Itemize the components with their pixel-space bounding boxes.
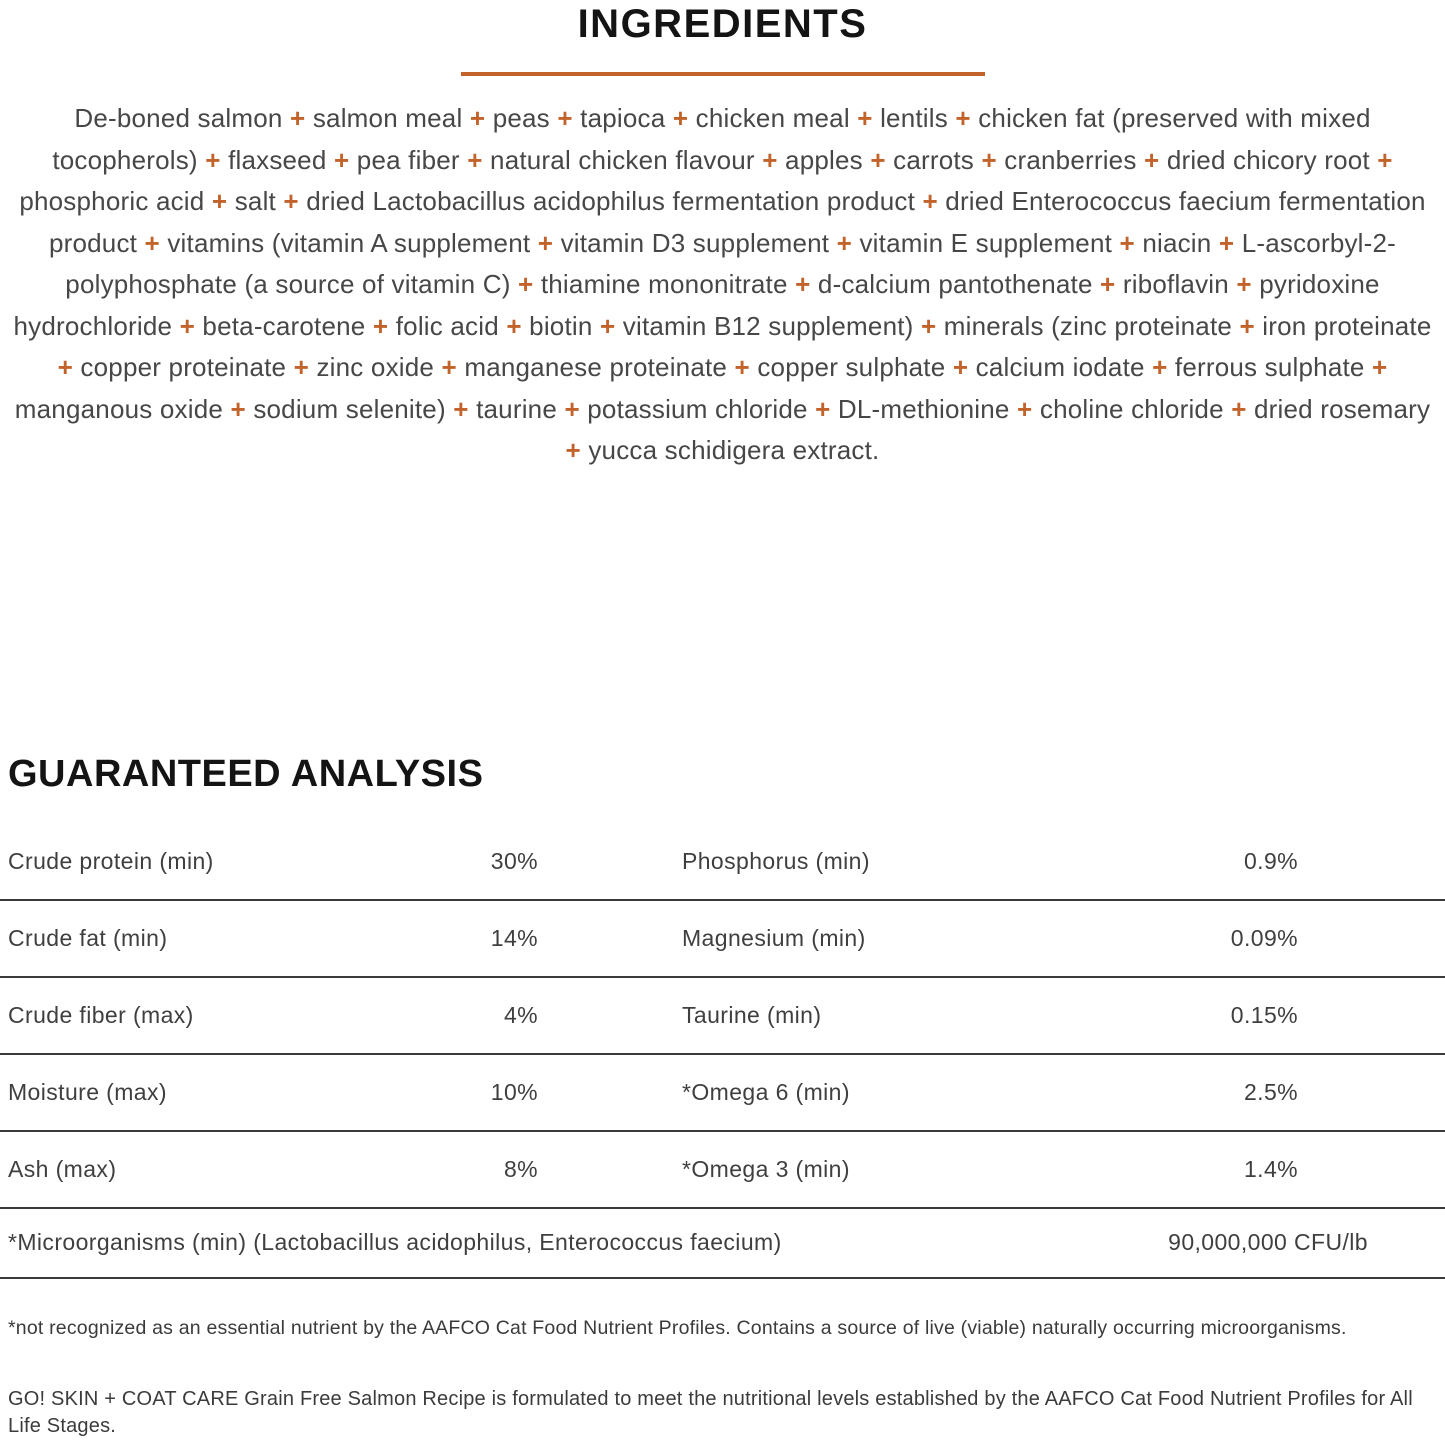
ingredient-item: phosphoric acid <box>19 186 205 216</box>
microorganisms-label: *Microorganisms (min) (Lactobacillus acidophilus, Enterococcus faecium) <box>8 1229 782 1255</box>
plus-separator-icon: + <box>1152 352 1168 382</box>
ingredient-item: tapioca <box>580 103 666 133</box>
ingredient-item: chicken fat (preserved with mixed tocopherols) <box>52 103 1371 175</box>
formulation-footnote: GO! SKIN + COAT CARE Grain Free Salmon Recipe is formulated to meet the nutritional levels established by the AAFCO Cat Food Nutrient Profiles for All Life Stages. <box>8 1387 1413 1437</box>
ingredient-item: dried rosemary <box>1254 393 1431 424</box>
ingredient-item: dried chicory root <box>1166 144 1370 175</box>
nutrient-value: 4% <box>503 1001 538 1028</box>
ingredient-item: salt <box>234 186 276 216</box>
ingredient-item: dried Enterococcus faecium fermentation product <box>48 186 1426 258</box>
plus-separator-icon: + <box>1231 393 1247 424</box>
plus-separator-icon: + <box>1017 393 1033 424</box>
ingredient-item: zinc oxide <box>316 352 435 382</box>
plus-separator-icon: + <box>205 144 221 175</box>
microorganisms-value: 90,000,000 CFU/lb <box>1168 1229 1368 1255</box>
plus-separator-icon: + <box>795 269 811 299</box>
analysis-row <box>0 978 1445 1055</box>
ingredient-item: manganous oxide <box>14 393 224 424</box>
ingredient-item: cranberries <box>1004 144 1137 175</box>
plus-separator-icon: + <box>870 144 886 175</box>
analysis-row <box>0 901 1445 978</box>
ingredient-item: lentils <box>880 103 948 133</box>
ingredient-item: dried Lactobacillus acidophilus fermentation product <box>306 186 916 216</box>
ingredient-item: ferrous sulphate <box>1174 352 1365 382</box>
plus-separator-icon: + <box>599 310 616 341</box>
plus-separator-icon: + <box>734 352 750 382</box>
plus-separator-icon: + <box>1143 144 1160 175</box>
ingredient-item: vitamin D3 supplement <box>560 227 830 258</box>
nutrient-label: Crude fiber (max) <box>8 1001 194 1028</box>
plus-separator-icon: + <box>1377 144 1393 175</box>
plus-separator-icon: + <box>179 310 195 341</box>
ingredient-item: pea fiber <box>356 144 460 175</box>
nutrient-value: 0.15% <box>1230 1001 1298 1028</box>
plus-separator-icon: + <box>762 144 778 175</box>
ingredient-item: vitamin B12 supplement) <box>622 310 914 341</box>
plus-separator-icon: + <box>557 103 573 133</box>
ingredient-item: peas <box>492 103 550 133</box>
plus-separator-icon: + <box>1100 269 1116 299</box>
plus-separator-icon: + <box>333 144 350 175</box>
plus-separator-icon: + <box>290 103 306 133</box>
plus-separator-icon: + <box>955 103 971 133</box>
nutrient-value: 14% <box>490 924 538 951</box>
plus-separator-icon: + <box>518 269 534 299</box>
ingredient-item: chicken meal <box>695 103 850 133</box>
nutrient-value: 8% <box>503 1155 538 1182</box>
plus-separator-icon: + <box>672 103 689 133</box>
ingredient-item: calcium iodate <box>975 352 1145 382</box>
nutrient-label: Taurine (min) <box>682 1001 822 1028</box>
ingredient-item: minerals (zinc proteinate <box>943 310 1233 341</box>
ingredient-item: natural chicken flavour <box>490 144 755 175</box>
nutrient-label: Crude fat (min) <box>8 924 168 951</box>
accent-divider-rule <box>461 72 985 76</box>
nutrient-value: 30% <box>490 847 538 874</box>
plus-separator-icon: + <box>441 352 457 382</box>
ingredient-item: yucca schidigera extract. <box>588 435 880 465</box>
ingredients-section-title: INGREDIENTS <box>577 2 868 46</box>
plus-separator-icon: + <box>836 227 853 258</box>
plus-separator-icon: + <box>1372 352 1388 382</box>
plus-separator-icon: + <box>211 186 228 216</box>
ingredient-item: beta-carotene <box>202 310 366 341</box>
plus-separator-icon: + <box>57 352 73 382</box>
ingredient-item: d-calcium pantothenate <box>817 269 1093 299</box>
nutrient-value: 0.9% <box>1243 847 1298 874</box>
plus-separator-icon: + <box>1236 269 1252 299</box>
ingredient-item: manganese proteinate <box>464 352 728 382</box>
plus-separator-icon: + <box>564 393 580 424</box>
ingredient-item: sodium selenite) <box>253 393 446 424</box>
plus-separator-icon: + <box>283 186 299 216</box>
ingredient-item: riboflavin <box>1122 269 1229 299</box>
ingredient-item: carrots <box>893 144 975 175</box>
plus-separator-icon: + <box>815 393 831 424</box>
plus-separator-icon: + <box>144 227 160 258</box>
plus-separator-icon: + <box>537 227 554 258</box>
aafco-footnote: *not recognized as an essential nutrient by the AAFCO Cat Food Nutrient Profiles. Contains a source of live (viable) naturally occurring microorganisms. <box>8 1316 1347 1339</box>
analysis-row <box>0 1132 1445 1209</box>
ingredients-paragraph <box>7 98 1439 472</box>
guaranteed-analysis-heading: GUARANTEED ANALYSIS <box>8 752 484 795</box>
plus-separator-icon: + <box>469 103 486 133</box>
nutrient-value: 10% <box>490 1078 538 1105</box>
analysis-row <box>0 1055 1445 1132</box>
plus-separator-icon: + <box>952 352 969 382</box>
plus-separator-icon: + <box>922 186 938 216</box>
ingredient-item: L-ascorbyl-2-polyphosphate (a source of vitamin C) <box>65 227 1397 299</box>
plus-separator-icon: + <box>506 310 522 341</box>
ingredient-item: copper proteinate <box>80 352 287 382</box>
ingredient-item: choline chloride <box>1039 393 1224 424</box>
plus-separator-icon: + <box>230 393 246 424</box>
microorganisms-row <box>0 1209 1445 1279</box>
ingredient-item: vitamins (vitamin A supplement <box>167 227 531 258</box>
plus-separator-icon: + <box>565 435 581 465</box>
nutrient-label: Crude protein (min) <box>8 847 214 874</box>
ingredient-item: potassium chloride <box>587 393 808 424</box>
ingredient-item: flaxseed <box>228 144 327 175</box>
ingredient-item: thiamine mononitrate <box>540 269 788 299</box>
plus-separator-icon: + <box>372 310 389 341</box>
guaranteed-analysis-table <box>0 824 1445 1209</box>
plus-separator-icon: + <box>1119 227 1135 258</box>
plus-separator-icon: + <box>857 103 873 133</box>
nutrient-label: Magnesium (min) <box>682 924 866 951</box>
nutrient-label: *Omega 3 (min) <box>682 1155 850 1182</box>
analysis-row <box>0 824 1445 901</box>
nutrient-label: Phosphorus (min) <box>682 847 870 874</box>
ingredient-item: DL-methionine <box>837 393 1010 424</box>
ingredient-item: vitamin E supplement <box>859 227 1113 258</box>
nutrient-label: *Omega 6 (min) <box>682 1078 850 1105</box>
plus-separator-icon: + <box>981 144 997 175</box>
nutrient-value: 1.4% <box>1243 1155 1298 1182</box>
plus-separator-icon: + <box>920 310 937 341</box>
plus-separator-icon: + <box>293 352 310 382</box>
ingredient-item: salmon meal <box>312 103 463 133</box>
ingredient-item: iron proteinate <box>1262 310 1432 341</box>
nutrient-label: Moisture (max) <box>8 1078 167 1105</box>
plus-separator-icon: + <box>1218 227 1235 258</box>
plus-separator-icon: + <box>453 393 469 424</box>
ingredient-item: biotin <box>529 310 593 341</box>
ingredient-item: pyridoxine hydrochloride <box>13 269 1380 341</box>
nutrient-value: 2.5% <box>1243 1078 1298 1105</box>
ingredient-item: folic acid <box>395 310 499 341</box>
ingredient-item: copper sulphate <box>757 352 946 382</box>
plus-separator-icon: + <box>467 144 483 175</box>
nutrient-label: Ash (max) <box>8 1155 117 1182</box>
ingredient-item: De-boned salmon <box>74 103 283 133</box>
ingredient-item: apples <box>785 144 863 175</box>
ingredient-item: taurine <box>476 393 557 424</box>
ingredient-item: niacin <box>1142 227 1212 258</box>
nutrient-value: 0.09% <box>1230 924 1298 951</box>
plus-separator-icon: + <box>1239 310 1255 341</box>
